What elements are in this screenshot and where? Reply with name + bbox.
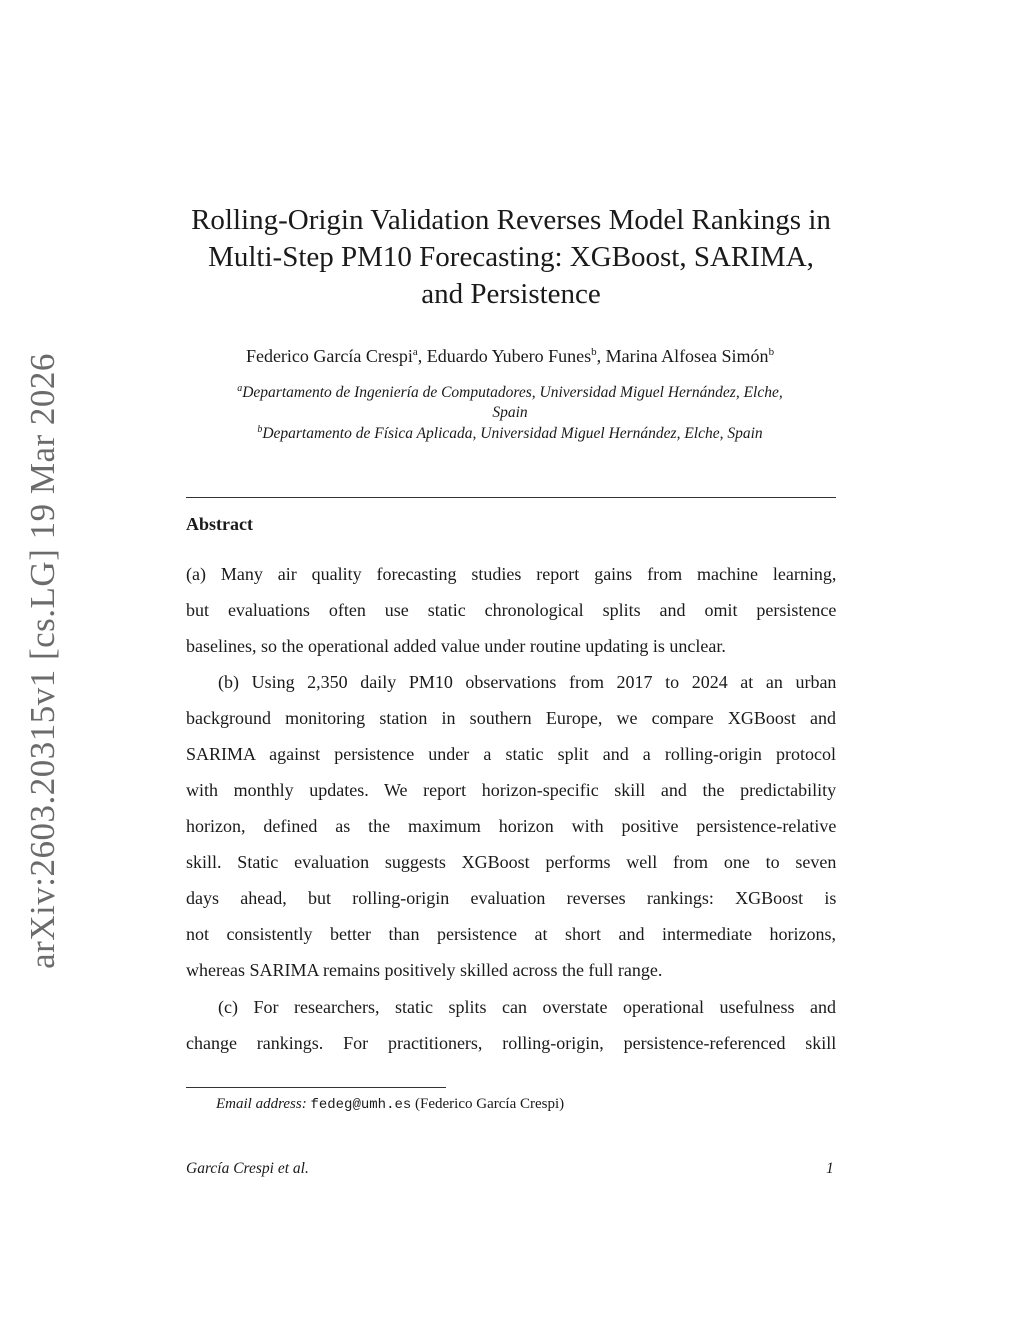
paper-title (186, 202, 836, 313)
abstract-top-rule (186, 497, 836, 498)
page-number: 1 (826, 1160, 834, 1177)
abstract-line: whereas SARIMA remains positively skilled across the full range. (186, 960, 663, 980)
author-name: Federico García Crespi (245, 346, 413, 366)
author-name: Eduardo Yubero Funes (426, 346, 592, 366)
abstract-line: days ahead, but rolling-origin evaluation reverses rankings: XGBoost is (186, 888, 837, 908)
footnote-rule (186, 1087, 446, 1088)
abstract-paragraph-c (186, 989, 836, 1061)
footnote-owner: (Federico García Crespi) (415, 1096, 565, 1112)
affiliation-b (150, 420, 870, 444)
author-separator: , (596, 346, 606, 366)
abstract-line: with monthly updates. We report horizon-specific skill and the predictability (186, 780, 837, 800)
abstract-line: (b) Using 2,350 daily PM10 observations from 2017 to 2024 at an urban (218, 672, 837, 692)
corresponding-author-footnote (216, 1094, 564, 1115)
abstract-paragraph-b (186, 664, 836, 988)
abstract-line: (c) For researchers, static splits can overstate operational usefulness and (218, 997, 836, 1017)
footnote-email-link[interactable]: fedeg@umh.es (310, 1097, 412, 1113)
title-line-2: Multi-Step PM10 Forecasting: XGBoost, SARIMA, (208, 241, 814, 273)
abstract-heading: Abstract (186, 514, 253, 534)
author-separator: , (417, 346, 427, 366)
abstract-paragraph-a (186, 556, 836, 664)
author-list (150, 340, 870, 368)
author-affil-mark: b (591, 346, 597, 358)
author-affil-mark: a (412, 346, 418, 358)
affiliation-text-continued: Spain (492, 404, 528, 421)
abstract-line: horizon, defined as the maximum horizon with positive persistence-relative (186, 816, 837, 836)
footnote-label: Email address: (216, 1096, 307, 1112)
abstract-line: (a) Many air quality forecasting studies report gains from machine learning, (186, 564, 837, 584)
title-line-1: Rolling-Origin Validation Reverses Model Rankings in (191, 204, 831, 236)
abstract-line: baselines, so the operational added value under routine updating is unclear. (186, 636, 726, 656)
title-line-3: and Persistence (421, 278, 601, 310)
abstract-line: SARIMA against persistence under a static split and a rolling-origin protocol (186, 744, 836, 764)
affiliation-a (150, 379, 870, 423)
author-name: Marina Alfosea Simón (605, 346, 769, 366)
abstract-line: but evaluations often use static chronological splits and omit persistence (186, 600, 837, 620)
arxiv-identifier-stamp: arXiv:2603.20315v1 [cs.LG] 19 Mar 2026 (23, 353, 62, 969)
abstract-line: background monitoring station in southern Europe, we compare XGBoost and (186, 708, 836, 728)
running-author-footer: García Crespi et al. (186, 1160, 309, 1177)
affiliation-mark: b (257, 424, 263, 435)
abstract-line: skill. Static evaluation suggests XGBoost performs well from one to seven (186, 852, 837, 872)
abstract-line: change rankings. For practitioners, rolling-origin, persistence-referenced skill (186, 1033, 837, 1053)
affiliation-text: Departamento de Física Aplicada, Universidad Miguel Hernández, Elche, Spain (262, 425, 763, 442)
affiliation-text: Departamento de Ingeniería de Computadores, Universidad Miguel Hernández, Elche, (242, 384, 783, 401)
affiliation-mark: a (237, 383, 243, 394)
author-affil-mark: b (768, 346, 775, 358)
abstract-line: not consistently better than persistence at short and intermediate horizons, (186, 924, 836, 944)
